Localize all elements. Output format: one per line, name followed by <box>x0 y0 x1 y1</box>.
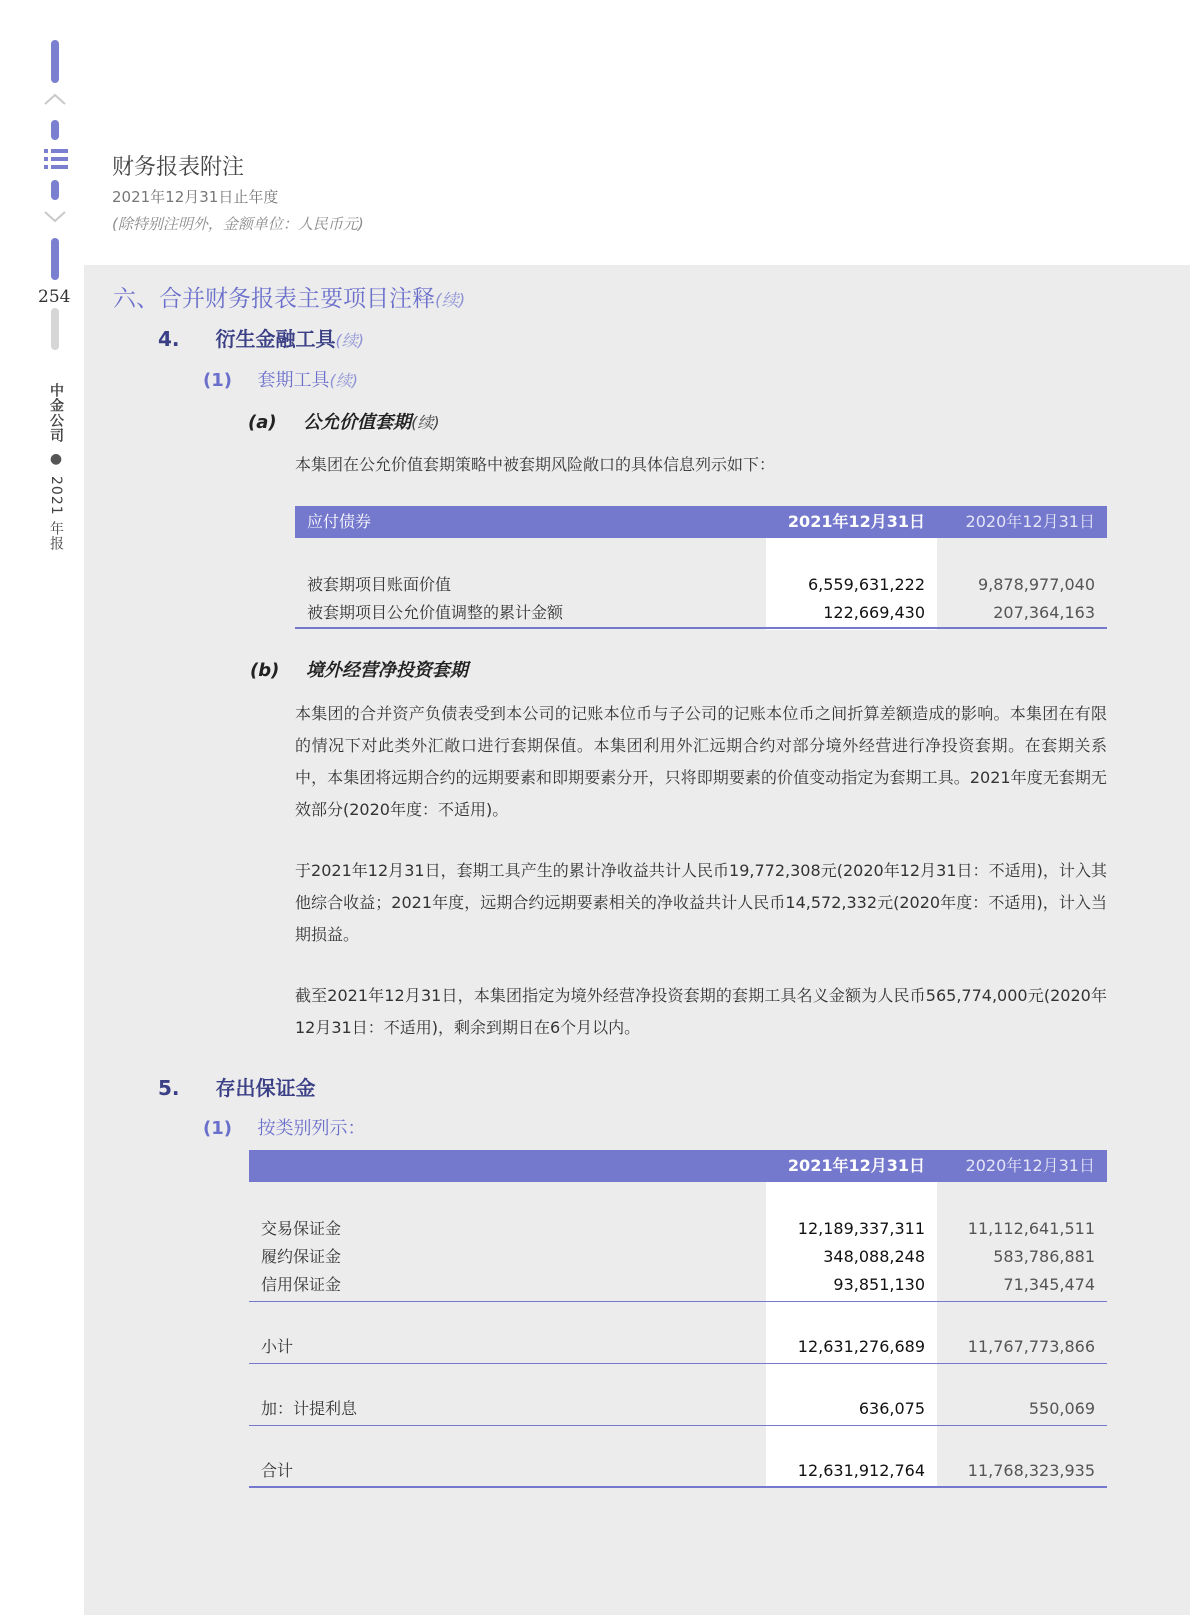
row-value-2021: 93,851,130 <box>833 1275 925 1294</box>
subtotal-value-2020: 11,767,773,866 <box>967 1337 1095 1356</box>
row-value-2021: 348,088,248 <box>823 1247 925 1266</box>
rail-marker-top <box>51 40 59 83</box>
item4-paragraph-2: 于2021年12月31日，套期工具产生的累计净收益共计人民币19,772,308元(2020年12月31日：不适用)，计入其他综合收益；2021年度，远期合约远期要素相关的净收益共计人民币14,572,332元(2020年度：不适用)，计入当期损益。 <box>295 861 1107 944</box>
total-value-2020: 11,768,323,935 <box>967 1461 1095 1480</box>
item4-sub-a-cont: (续) <box>411 413 440 432</box>
table-header <box>295 506 1107 538</box>
table-bottom-rule <box>249 1486 1107 1488</box>
item4-sub-b-heading <box>250 656 468 682</box>
rail-marker <box>51 120 59 140</box>
interest-value-2021: 636,075 <box>858 1399 925 1418</box>
item5-sub1-heading <box>203 1114 365 1140</box>
header-2020: 2020年12月31日 <box>965 512 1095 531</box>
report-name: 2021 年报 <box>48 476 64 552</box>
row-value-2021: 6,559,631,222 <box>807 575 925 594</box>
company-name: 中金公司 <box>48 383 64 443</box>
row-value-2020: 583,786,881 <box>993 1247 1095 1266</box>
row-label: 履约保证金 <box>261 1247 342 1266</box>
item4-title: 衍生金融工具 <box>215 327 336 351</box>
item4-sub1-number: (1) <box>203 370 232 391</box>
row-value-2020: 207,364,163 <box>993 603 1095 622</box>
item4-sub1-title: 套期工具 <box>257 370 330 391</box>
row-label: 交易保证金 <box>261 1219 342 1238</box>
item4-sub-b-number: (b) <box>250 660 280 681</box>
item4-sub1-cont: (续) <box>329 371 358 390</box>
header-2021: 2021年12月31日 <box>787 512 925 531</box>
item4-sub-b-title: 境外经营净投资套期 <box>305 660 468 681</box>
chevron-down-icon[interactable] <box>43 210 67 224</box>
row-label: 被套期项目账面价值 <box>307 575 452 594</box>
item4-paragraph-1: 本集团的合并资产负债表受到本公司的记账本位币与子公司的记账本位币之间折算差额造成的影响。本集团在有限的情况下对此类外汇敞口进行套期保值。本集团利用外汇远期合约对部分境外经营进行净投资套期。在套期关系中，本集团将远期合约的远期要素和即期要素分开，只将即期要素的价值变动指定为套期工具。2021年度无套期无效部分(2020年度：不适用)。 <box>295 704 1107 819</box>
interest-value-2020: 550,069 <box>1028 1399 1095 1418</box>
row-label: 被套期项目公允价值调整的累计金额 <box>307 603 564 622</box>
rail-marker <box>51 180 59 200</box>
rail-marker <box>51 238 59 280</box>
header-2020: 2020年12月31日 <box>965 1156 1095 1175</box>
row-label: 信用保证金 <box>261 1275 342 1294</box>
period-label: 2021年12月31日止年度 <box>112 188 279 206</box>
row-value-2021: 12,189,337,311 <box>797 1219 925 1238</box>
item4-sub-a-heading <box>248 408 440 434</box>
rail-report-label <box>46 383 66 551</box>
subtotal-label: 小计 <box>261 1337 294 1356</box>
table-rule <box>249 1425 1107 1426</box>
interest-label: 加：计提利息 <box>261 1399 358 1418</box>
item5-sub1-title: 按类别列示： <box>257 1118 366 1139</box>
total-label: 合计 <box>261 1461 294 1480</box>
deposit-table <box>249 1150 1107 1490</box>
subtotal-value-2021: 12,631,276,689 <box>797 1337 925 1356</box>
item4-sub-a-number: (a) <box>248 412 277 433</box>
item4-sub-a-title: 公允价值套期 <box>303 412 412 433</box>
bullet-icon: ● <box>48 451 64 468</box>
table-rule <box>249 1363 1107 1364</box>
table-header <box>249 1150 1107 1182</box>
item5-heading <box>158 1072 315 1101</box>
page-number: 254 <box>38 287 71 307</box>
item5-number: 5. <box>158 1076 180 1100</box>
item4-sub1-heading <box>203 366 358 392</box>
chevron-up-icon[interactable] <box>43 92 67 106</box>
item4-heading <box>158 323 364 352</box>
row-value-2020: 9,878,977,040 <box>977 575 1095 594</box>
section-title: 六、合并财务报表主要项目注释 <box>113 286 435 312</box>
table-bottom-rule <box>295 627 1107 629</box>
row-value-2021: 122,669,430 <box>823 603 925 622</box>
section-cont: (续) <box>435 291 466 311</box>
total-value-2021: 12,631,912,764 <box>797 1461 925 1480</box>
list-menu-icon[interactable] <box>43 147 69 171</box>
unit-note: (除特别注明外，金额单位：人民币元) <box>112 215 364 233</box>
hedged-item-table <box>295 506 1107 630</box>
row-value-2020: 11,112,641,511 <box>967 1219 1095 1238</box>
item4-cont: (续) <box>335 331 364 350</box>
section-heading <box>113 280 465 313</box>
header-2021: 2021年12月31日 <box>787 1156 925 1175</box>
item4-number: 4. <box>158 327 180 351</box>
table-rule <box>249 1301 1107 1302</box>
item4-paragraph-3: 截至2021年12月31日，本集团指定为境外经营净投资套期的套期工具名义金额为人民币565,774,000元(2020年12月31日：不适用)，剩余到期日在6个月以内。 <box>295 986 1107 1037</box>
item5-title: 存出保证金 <box>215 1076 316 1100</box>
page-title: 财务报表附注 <box>112 155 245 180</box>
item5-sub1-number: (1) <box>203 1118 232 1139</box>
header-label: 应付债券 <box>307 512 372 531</box>
row-value-2020: 71,345,474 <box>1003 1275 1095 1294</box>
item4-intro: 本集团在公允价值套期策略中被套期风险敞口的具体信息列示如下： <box>295 455 776 474</box>
rail-divider <box>51 308 59 350</box>
